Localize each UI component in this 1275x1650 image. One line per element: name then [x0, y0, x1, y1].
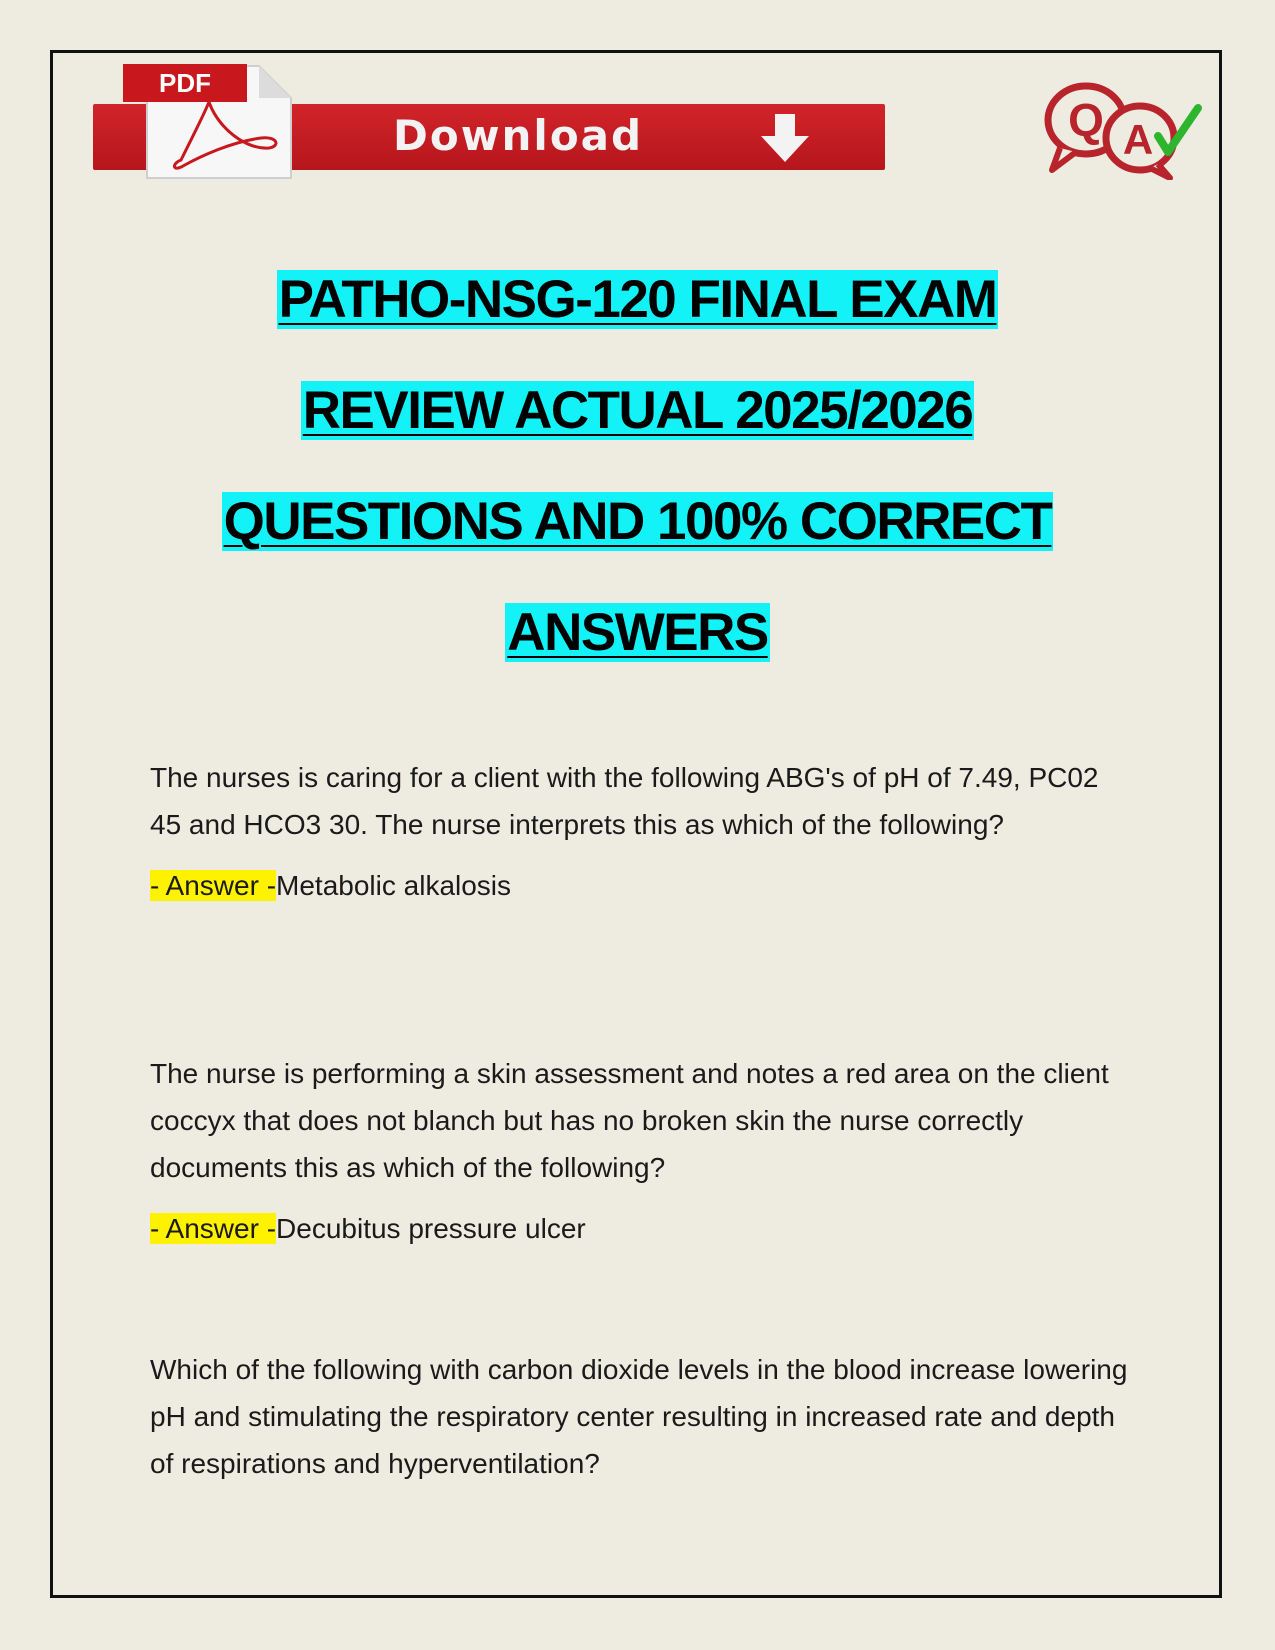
document-title	[60, 268, 1215, 712]
download-arrow-icon	[757, 112, 813, 164]
question-text: The nurses is caring for a client with the following ABG's of pH of 7.49, PC02 45 and HCO3 30. The nurse interprets this as which of the following?	[150, 762, 1099, 840]
qa-item	[150, 1050, 1130, 1249]
question-text: Which of the following with carbon dioxide levels in the blood increase lowering pH and stimulating the respiratory center resulting in increased rate and depth of respirations and hyperventilation?	[150, 1354, 1128, 1479]
title-line	[60, 490, 1215, 567]
answer-prefix: - Answer -	[150, 1213, 277, 1244]
answer-text: Metabolic alkalosis	[276, 870, 512, 901]
title-line-text: ANSWERS	[507, 603, 768, 662]
qa-check-logo-icon	[1040, 80, 1205, 180]
qa-item	[150, 1346, 1130, 1487]
qa-item	[150, 754, 1130, 906]
answer-line	[150, 866, 1130, 906]
answer-prefix: - Answer -	[150, 870, 277, 901]
download-label[interactable]: Download	[393, 111, 644, 160]
question-text: The nurse is performing a skin assessment and notes a red area on the client coccyx that does not blanch but has no broken skin the nurse correctly documents this as which of the following?	[150, 1058, 1109, 1183]
qa-logo-a: A	[1122, 116, 1154, 163]
title-line-text: QUESTIONS AND 100% CORRECT	[223, 492, 1052, 551]
title-line-text: PATHO-NSG-120 FINAL EXAM	[278, 270, 997, 329]
title-line-text: REVIEW ACTUAL 2025/2026	[302, 381, 973, 440]
title-line	[60, 601, 1215, 678]
pdf-download-banner[interactable]	[93, 60, 885, 182]
pdf-tag: PDF	[123, 64, 247, 102]
title-line	[60, 379, 1215, 456]
title-line	[60, 268, 1215, 345]
qa-logo-q: Q	[1068, 94, 1104, 146]
answer-text: Decubitus pressure ulcer	[276, 1213, 586, 1244]
answer-line	[150, 1209, 1130, 1249]
